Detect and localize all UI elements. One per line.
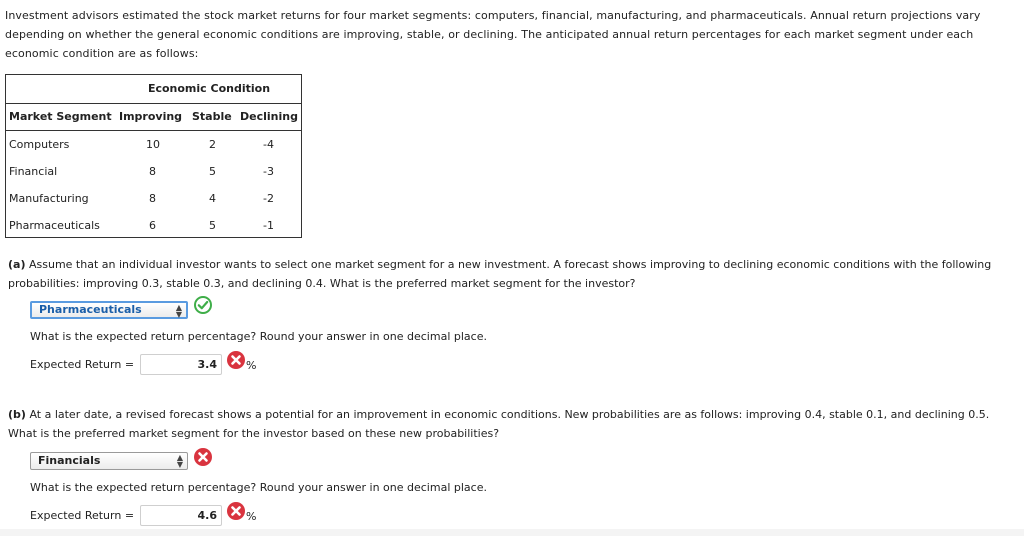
prompt-a: What is the expected return percentage? Round your answer in one decimal place.	[30, 330, 487, 343]
segment-select-b[interactable]	[30, 452, 188, 470]
col-header-segment: Market Segment	[9, 110, 112, 123]
incorrect-icon	[193, 447, 213, 467]
expected-return-input-b[interactable]: 4.6	[140, 505, 222, 526]
question-b	[8, 405, 1020, 443]
table-cell-segment: Financial	[9, 165, 58, 178]
incorrect-icon	[226, 501, 246, 521]
table-cell-stable: 5	[209, 219, 216, 232]
bottom-divider	[0, 529, 1024, 536]
question-a	[8, 255, 1020, 293]
table-cell-stable: 5	[209, 165, 216, 178]
table-cell-stable: 4	[209, 192, 216, 205]
expected-return-label-a: Expected Return =	[30, 358, 135, 371]
table-cell-improving: 8	[149, 165, 156, 178]
col-header-improving: Improving	[119, 110, 183, 123]
question-b-text: At a later date, a revised forecast shows a potential for an improvement in economic conditions. New probabilities are as follows: improving 0.4, stable 0.1, and declining 0.5. What is the preferred market segment for the investor based on these new probabilities?	[8, 408, 990, 440]
table-cell-declining: -2	[263, 192, 274, 205]
incorrect-icon	[226, 350, 246, 370]
problem-intro: Investment advisors estimated the stock market returns for four market segments: computers, financial, manufacturing, and pharmaceuticals. Annual return projections vary depending on whether the general economic conditions are improving, stable, or declining. The anticipated annual return percentages for each market segment under each economic condition are as follows:	[5, 9, 981, 60]
table-cell-improving: 6	[149, 219, 156, 232]
checkmark-icon	[194, 296, 212, 314]
segment-select-b-value: Financials	[38, 454, 101, 467]
percent-unit-a: %	[246, 359, 257, 372]
select-arrows-icon: ▲ ▼	[176, 453, 183, 469]
question-a-label: (a)	[8, 258, 26, 271]
table-cell-declining: -1	[263, 219, 274, 232]
returns-table	[5, 74, 302, 238]
expected-return-input-a[interactable]: 3.4	[140, 354, 222, 375]
col-header-declining: Declining	[240, 110, 298, 123]
question-b-label: (b)	[8, 408, 26, 421]
segment-select-a[interactable]	[30, 301, 188, 319]
expected-return-label-b: Expected Return =	[30, 509, 135, 522]
percent-unit-b: %	[246, 510, 257, 523]
table-cell-segment: Pharmaceuticals	[9, 219, 100, 232]
table-cell-segment: Manufacturing	[9, 192, 89, 205]
economic-condition-header: Economic Condition	[147, 82, 271, 95]
table-cell-improving: 10	[146, 138, 160, 151]
question-a-text: Assume that an individual investor wants to select one market segment for a new investment. A forecast shows improving to declining economic conditions with the following probabilities: improving 0.3, stable 0.3, and declining 0.4. What is the preferred market segment for the investor?	[8, 258, 992, 290]
table-cell-stable: 2	[209, 138, 216, 151]
table-cell-declining: -3	[263, 165, 274, 178]
table-cell-improving: 8	[149, 192, 156, 205]
table-cell-declining: -4	[263, 138, 274, 151]
select-arrows-icon: ▲ ▼	[175, 303, 182, 319]
col-header-stable: Stable	[192, 110, 232, 123]
segment-select-a-value: Pharmaceuticals	[39, 303, 142, 316]
prompt-b: What is the expected return percentage? Round your answer in one decimal place.	[30, 481, 487, 494]
table-cell-segment: Computers	[9, 138, 70, 151]
